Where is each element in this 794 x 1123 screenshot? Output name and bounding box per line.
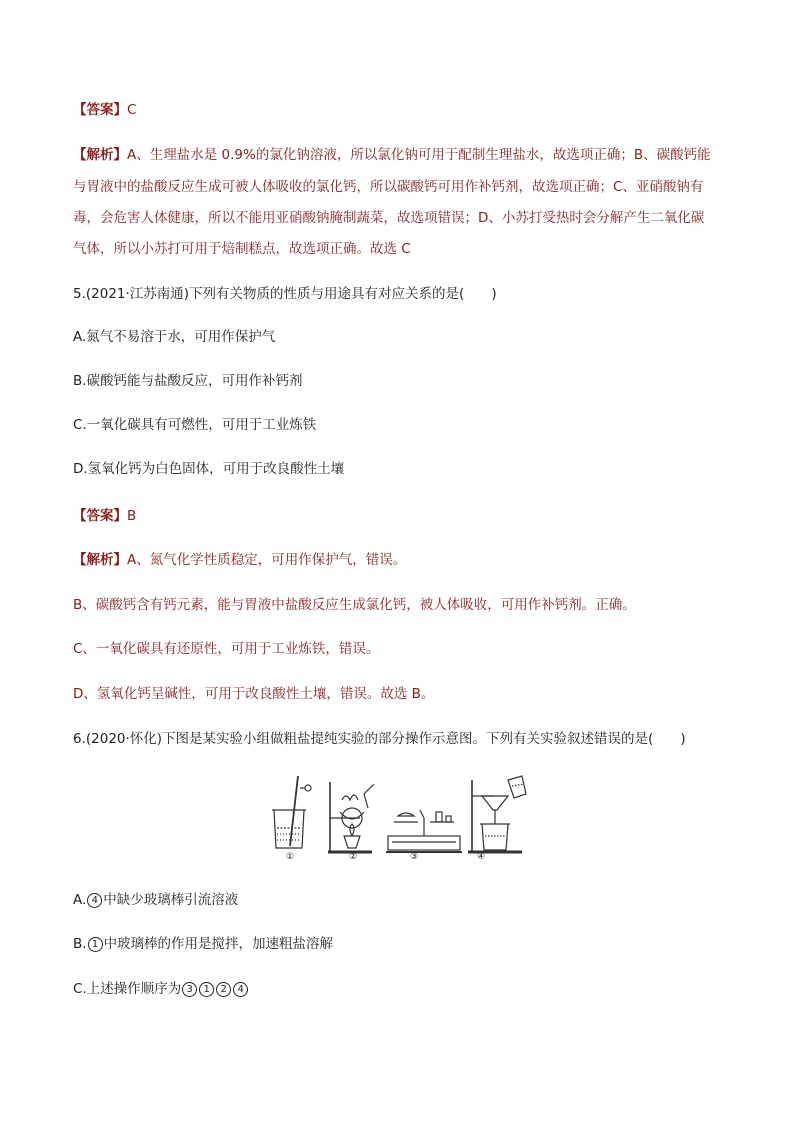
circled-number: 1 [88, 937, 103, 952]
q4-analysis-line-2: 与胃液中的盐酸反应生成可被人体吸收的氯化钙，所以碳酸钙可用作补钙剂，故选项正确；C、亚硝酸钠有 [73, 179, 704, 195]
q5-option-b: B.碳酸钙能与盐酸反应，可用作补钙剂 [73, 373, 303, 389]
answer-value: C [127, 102, 137, 118]
circled-number: 3 [182, 982, 197, 997]
figure-label-2: ② [349, 852, 358, 862]
answer-tag: 【答案】 [73, 102, 127, 118]
q6-option-b [73, 933, 733, 955]
q6-option-a [73, 889, 733, 911]
circled-number: 1 [199, 982, 214, 997]
q5-option-a: A.氮气不易溶于水，可用作保护气 [73, 329, 276, 345]
q4-analysis-line-4: 气体，所以小苏打可用于焙制糕点，故选项正确。故选 C [73, 241, 411, 257]
q5-analysis-line-3: C、一氧化碳具有还原性，可用于工业炼铁，错误。 [73, 641, 380, 657]
q4-analysis-line-3: 毒，会危害人体健康，所以不能用亚硝酸钠腌制蔬菜，故选项错误；D、小苏打受热时会分解产生二氧化碳 [73, 210, 705, 226]
q4-answer [73, 99, 733, 121]
figure-label-4: ④ [477, 852, 486, 862]
q5-analysis-line-4: D、氢氧化钙呈碱性，可用于改良酸性土壤，错误。故选 B。 [73, 686, 435, 702]
option-prefix: B. [73, 936, 87, 952]
q6-stem: 6.(2020·怀化)下图是某实验小组做粗盐提纯实验的部分操作示意图。下列有关实验叙述错误的是( ) [73, 731, 686, 747]
analysis-text: A、生理盐水是 0.9%的氯化钠溶液，所以氯化钠可用于配制生理盐水，故选项正确；B、碳酸钙能 [127, 147, 711, 163]
q5-option-d: D.氢氧化钙为白色固体，可用于改良酸性土壤 [73, 461, 345, 477]
option-prefix: A. [73, 892, 87, 908]
q5-stem: 5.(2021·江苏南通)下列有关物质的性质与用途具有对应关系的是( ) [73, 286, 497, 302]
analysis-tag: 【解析】 [73, 147, 127, 163]
q5-analysis-line-1 [73, 549, 733, 571]
figure-label-1: ① [286, 852, 295, 862]
analysis-text: A、氮气化学性质稳定，可用作保护气，错误。 [127, 552, 407, 568]
q6-option-c [73, 978, 733, 1000]
answer-tag: 【答案】 [73, 508, 127, 524]
option-text: 中玻璃棒的作用是搅拌，加速粗盐溶解 [103, 936, 334, 952]
beaker-with-rod-icon [272, 776, 311, 848]
option-text: 中缺少玻璃棒引流溶液 [103, 892, 239, 908]
q5-answer [73, 505, 733, 527]
q4-analysis-line-1 [73, 144, 733, 166]
analysis-tag: 【解析】 [73, 552, 127, 568]
answer-value: B [127, 508, 137, 524]
circled-number: 4 [233, 982, 248, 997]
filtration-funnel-icon [468, 776, 526, 852]
circled-number: 4 [87, 893, 102, 908]
option-prefix: C.上述操作顺序为 [73, 981, 182, 997]
balance-scale-icon [386, 810, 462, 852]
q5-option-c: C.一氧化碳具有可燃性，可用于工业炼铁 [73, 417, 317, 433]
figure-label-3: ③ [410, 852, 419, 862]
evaporating-dish-icon [328, 782, 374, 852]
circled-number: 2 [216, 982, 231, 997]
figure-labels [0, 852, 794, 866]
q5-analysis-line-2: B、碳酸钙含有钙元素，能与胃液中盐酸反应生成氯化钙，被人体吸收，可用作补钙剂。正确。 [73, 597, 636, 613]
